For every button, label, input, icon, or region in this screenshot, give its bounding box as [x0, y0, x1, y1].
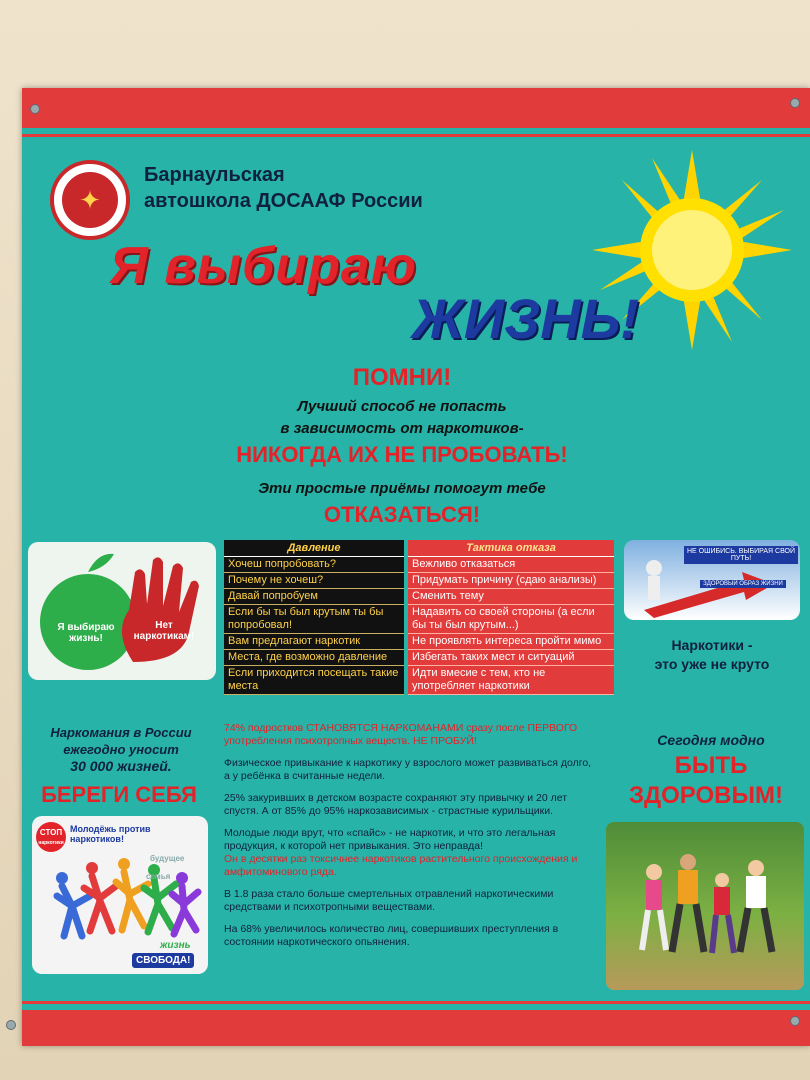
never-text: НИКОГДА ИХ НЕ ПРОБОВАТЬ!: [236, 442, 568, 467]
be-text: БЫТЬ: [674, 752, 748, 779]
school-line2: автошкола ДОСААФ России: [144, 190, 423, 212]
word-life: жизнь: [160, 940, 191, 951]
stat-line2: ежегодно уносит: [63, 742, 179, 757]
drugs-not-cool: [618, 636, 806, 674]
fact-p5: На 68% увеличилось количество лиц, совершивших преступления в состоянии наркотического опьянения.: [224, 923, 559, 948]
protect-yourself: БЕРЕГИ СЕБЯ: [41, 782, 197, 807]
bottom-stripe: [22, 1001, 810, 1004]
title-line1: Я выбираю: [110, 237, 417, 295]
school-name: [144, 162, 423, 214]
tactics-header: Тактика отказа: [408, 540, 614, 557]
drugs-line2: это уже не круто: [654, 656, 770, 672]
apple-hand-image: [28, 542, 216, 680]
runners-icon: [606, 822, 804, 990]
word-future: будущее: [150, 854, 185, 863]
screw-icon: [30, 104, 40, 114]
tactics-row: Вежливо отказаться: [408, 557, 614, 573]
message-line2: в зависимость от наркотиков-: [280, 420, 524, 437]
tactics-row: Не проявлять интереса пройти мимо: [408, 634, 614, 650]
tactics-row: Идти вмесие с тем, кто не употребляет наркотики: [408, 666, 614, 695]
pressure-row: Если бы ты был крутым ты бы попробовал!: [224, 605, 404, 634]
fact-p3b: Он в десятки раз токсичнее наркотиков растительного происхождения и амфитоминового ряда.: [224, 853, 578, 878]
tactics-row: Надавить со своей стороны (а если бы ты был крутым...): [408, 605, 614, 634]
tactics-row: Избегать таких мест и ситуаций: [408, 650, 614, 666]
school-line1: Барнаульская: [144, 164, 285, 186]
pressure-row: Почему не хочеш?: [224, 573, 404, 589]
freedom-label: СВОБОДА!: [132, 953, 194, 968]
youth-text: Молодёжь против наркотиков!: [70, 824, 151, 844]
top-stripe: [22, 134, 810, 137]
screw-icon: [790, 98, 800, 108]
pressure-row: Места, где возможно давление: [224, 650, 404, 666]
stop-text: СТОП: [39, 828, 63, 837]
facts-text: [224, 722, 596, 958]
tactics-row: Придумать причину (сдаю анализы): [408, 573, 614, 589]
stat-line1: Наркомания в России: [50, 725, 192, 740]
title-line2: ЖИЗНЬ!: [412, 287, 639, 350]
screw-icon: [790, 1016, 800, 1026]
banner-text1: НЕ ОШИБИСЬ. ВЫБИРАЯ СВОЙ ПУТЬ!: [684, 546, 798, 564]
banner-text2: ЗДОРОВЫЙ ОБРАЗ ЖИЗНИ: [700, 580, 786, 588]
bottom-red-band: [22, 1010, 810, 1046]
screw-icon: [6, 1020, 16, 1030]
pressure-row: Хочеш попробовать?: [224, 557, 404, 573]
fact-p1: Физическое привыкание к наркотику у взрослого может развиваться долго, а у ребёнка в считанные недели.: [224, 757, 592, 782]
stop-sub-text: наркотики: [38, 840, 64, 846]
apple-hand-icon: [28, 542, 216, 680]
fact-red-intro: 74% подростков СТАНОВЯТСЯ НАРКОМАНАМИ сразу после ПЕРВОГО употребления психотропных веществ. НЕ ПРОБУЙ!: [224, 722, 578, 747]
drugs-line1: Наркотики -: [671, 637, 753, 653]
fact-p4: В 1.8 раза стало больше смертельных отравлений наркотическими средствами и психотропными веществами.: [224, 888, 554, 913]
pressure-row: Вам предлагают наркотик: [224, 634, 404, 650]
fact-p2: 25% закуривших в детском возрасте сохраняют эту привычку и 20 лет спустя. А от 85% до 95% наркозависимых - страстные курильщики.: [224, 792, 568, 817]
healthy-text: ЗДОРОВЫМ!: [629, 782, 783, 809]
top-red-band: [22, 88, 810, 128]
choose-path-image: [624, 540, 800, 620]
pressure-table: [224, 540, 404, 695]
poster-board: [22, 88, 810, 1046]
refuse-text: ОТКАЗАТЬСЯ!: [323, 502, 481, 527]
dosaaf-logo-icon: ✦: [50, 160, 130, 240]
pressure-row: Давай попробуем: [224, 589, 404, 605]
word-family: семья: [146, 872, 171, 881]
apple-text: Я выбираю жизнь!: [57, 622, 115, 644]
tips-text: Эти простые приёмы помогут тебе: [258, 480, 546, 497]
hand-text: Нет наркотикам!: [133, 620, 195, 642]
youth-poster-image: [32, 816, 208, 974]
message-line1: Лучший способ не попасть: [297, 398, 507, 415]
fact-p3a: Молодые люди врут, что «спайс» - не наркотик, и что это легальная продукция, к которой нет привыкания. Это неправда!: [224, 827, 556, 852]
pressure-row: Если приходится посещать такие места: [224, 666, 404, 695]
tactics-row: Сменить тему: [408, 589, 614, 605]
fashion-text: Сегодня модно: [657, 732, 765, 748]
stat-line3: 30 000 жизней.: [70, 758, 172, 774]
runners-photo: [606, 822, 804, 990]
pressure-header: Давление: [224, 540, 404, 557]
remember-text: ПОМНИ!: [352, 364, 452, 391]
statistics-text: [26, 724, 216, 775]
tactics-table: [408, 540, 614, 695]
